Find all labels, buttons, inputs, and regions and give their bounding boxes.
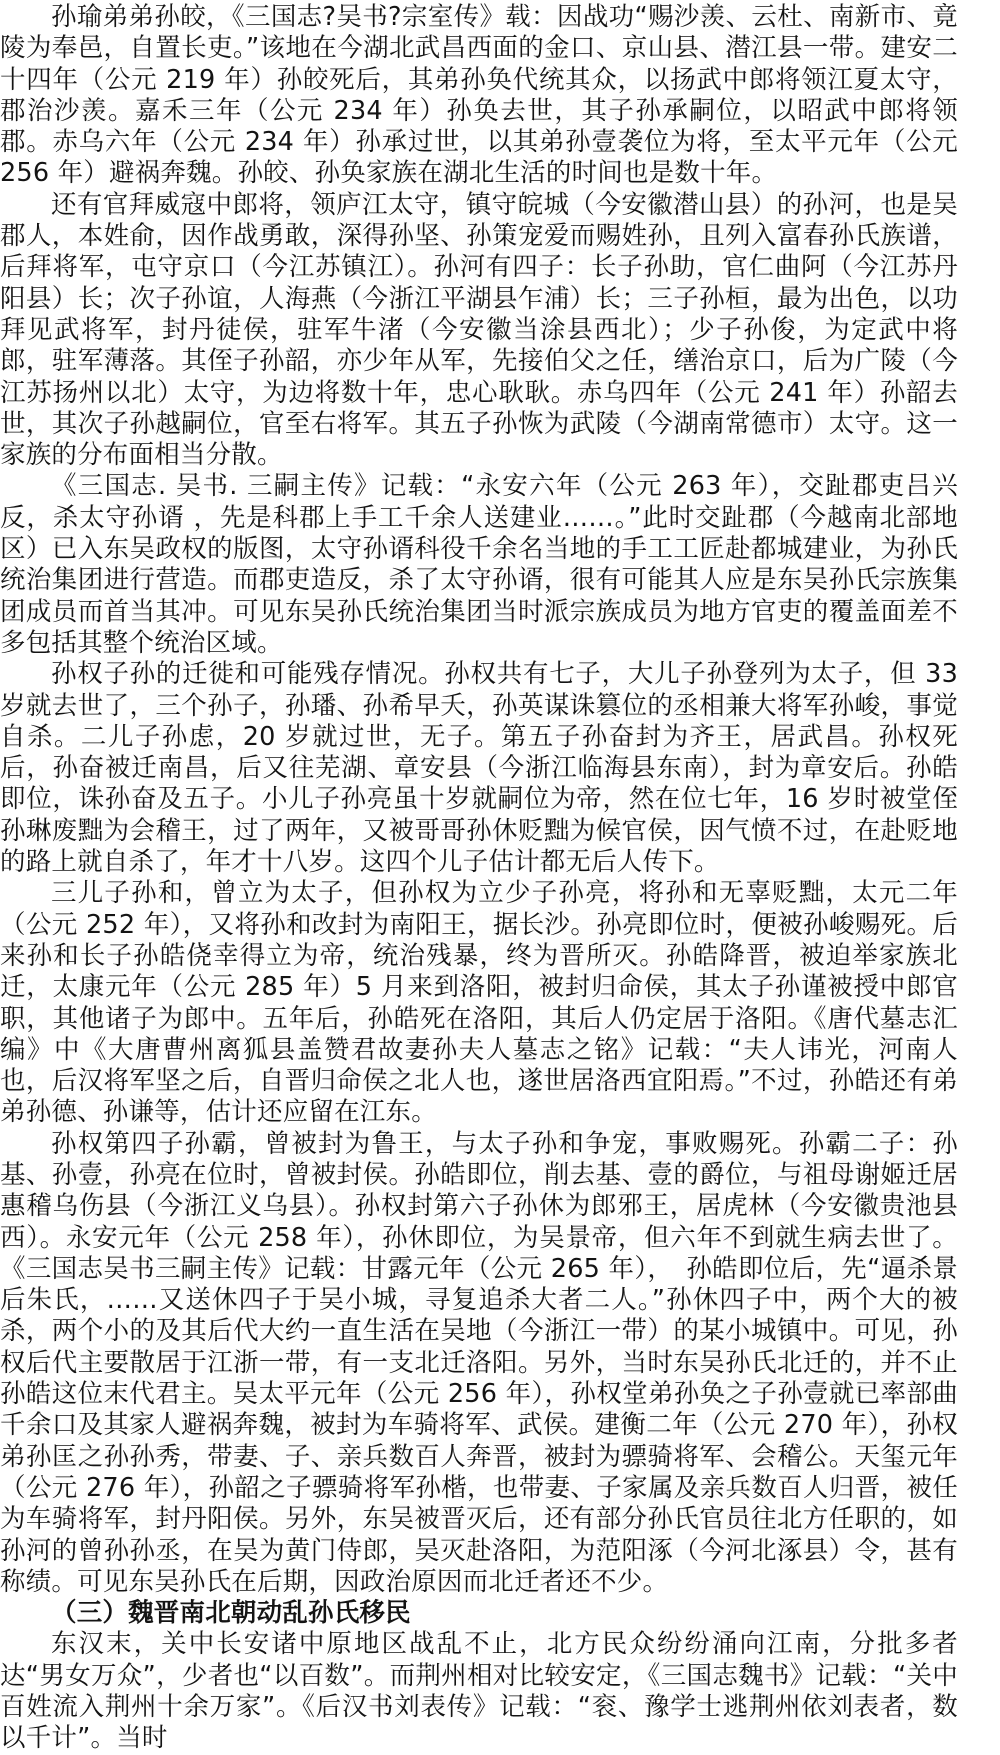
paragraph-jiaozhi: 《三国志. 吴书. 三嗣主传》记载：“永安六年（公元 263 年），交趾郡吏吕兴反，杀太守孙谞 ，先是科郡上手工千余人送建业……。”此时交趾郡（今越南北部地区）已入东吴政权的版图，太守孙谞科役千余名当地的手工工匠赴都城建业，为孙氏统治集团进行营造。而郡吏造反，杀了太守孙谞，很有可能其人应是东吴孙氏宗族集团成员而首当其冲。可见东吴孙氏统治集团当时派宗族成员为地方官吏的覆盖面差不多包括其整个统治区域。	[0, 471, 958, 658]
paragraph-sun-he: 还有官拜威寇中郎将，领庐江太守，镇守皖城（今安徽潜山县）的孙河，也是吴郡人，本姓俞，因作战勇敢，深得孙坚、孙策宠爱而赐姓孙，且列入富春孙氏族谱，后拜将军，屯守京口（今江苏镇江）。孙河有四子：长子孙助，官仁曲阿（今江苏丹阳县）长；次子孙谊，人海燕（今浙江平湖县乍浦）长；三子孙桓，最为出色，以功拜见武将军，封丹徒侯，驻军牛渚（今安徽当涂县西北）；少子孙俊，为定武中将郎，驻军薄落。其侄子孙韶，亦少年从军，先接伯父之任，缮治京口，后为广陵（今江苏扬州以北）太守，为边将数十年，忠心耿耿。赤乌四年（公元 241 年）孙韶去世，其次子孙越嗣位，官至右将军。其五子孙恢为武陵（今湖南常德市）太守。这一家族的分布面相当分散。	[0, 189, 958, 471]
paragraph-fourth-son: 孙权第四子孙霸，曾被封为鲁王，与太子孙和争宠，事败赐死。孙霸二子：孙基、孙壹，孙亮在位时，曾被封侯。孙皓即位，削去基、壹的爵位，与祖母谢姬迁居惠稽乌伤县（今浙江义乌县）。孙权封第六子孙休为郎邪王，居虎林（今安徽贵池县西）。永安元年（公元 258 年），孙休即位，为吴景帝，但六年不到就生病去世了。《三国志吴书三嗣主传》记载：甘露元年（公元 265 年）， 孙皓即位后，先“逼杀景后朱氏，……又送休四子于吴小城，寻复追杀大者二人。”孙休四子中，两个大的被杀，两个小的及其后代大约一直生活在吴地（今浙江一带）的某小城镇中。可见，孙权后代主要散居于江浙一带，有一支北迁洛阳。另外，当时东吴孙氏北迁的，并不止孙皓这位末代君主。吴太平元年（公元 256 年），孙权堂弟孙奂之子孙壹就已率部曲千余口及其家人避祸奔魏，被封为车骑将军、武侯。建衡二年（公元 270 年），孙权弟孙匡之孙孙秀，带妻、子、亲兵数百人奔晋，被封为骠骑将军、会稽公。天玺元年（公元 276 年），孙韶之子骠骑将军孙楷，也带妻、子家属及亲兵数百人归晋，被任为车骑将军，封丹阳侯。另外，东吴被晋灭后，还有部分孙氏官员往北方任职的，如孙河的曾孙孙丞，在吴为黄门侍郎，吴灭赴洛阳，为范阳涿（今河北涿县）令，甚有称绩。可见东吴孙氏在后期，因政治原因而北迁者还不少。	[0, 1128, 958, 1597]
paragraph-closing: 东汉末，关中长安诸中原地区战乱不止，北方民众纷纷涌向江南，分批多者达“男女万众”，少者也“以百数”。而荆州相对比较安定，《三国志魏书》记载：“关中百姓流入荆州十余万家”。《后汉书刘表传》记载：“衮、豫学士逃荆州依刘表者，数以千计”。当时	[0, 1629, 958, 1754]
paragraph-sun-jiao: 孙瑜弟弟孙皎，《三国志?吴书?宗室传》载：因战功“赐沙羡、云杜、南新市、竟陵为奉邑，自置长吏。”该地在今湖北武昌西面的金口、京山县、潜江县一带。建安二十四年（公元 219 年）孙皎死后，其弟孙奂代统其众，以扬武中郎将领江夏太守，郡治沙羡。嘉禾三年（公元 234 年）孙奂去世，其子孙承嗣位，以昭武中郎将领郡。赤乌六年（公元 234 年）孙承过世，以其弟孙壹袭位为将，至太平元年（公元 256 年）避祸奔魏。孙皎、孙奂家族在湖北生活的时间也是数十年。	[0, 2, 958, 189]
paragraph-third-son: 三儿子孙和，曾立为太子，但孙权为立少子孙亮，将孙和无辜贬黜，太元二年（公元 252 年），又将孙和改封为南阳王，据长沙。孙亮即位时，便被孙峻赐死。后来孙和长子孙皓侥幸得立为帝，统治残暴，终为晋所灭。孙皓降晋，被迫举家族北迁，太康元年（公元 285 年）5 月来到洛阳，被封归命侯，其太子孙谨被授中郎官职，其他诸子为郎中。五年后，孙皓死在洛阳，其后人仍定居于洛阳。《唐代墓志汇编》中《大唐曹州离狐县盖赞君故妻孙夫人墓志之铭》记载：“夫人讳光，河南人也，后汉将军坚之后，自晋归命侯之北人也，遂世居洛西宜阳焉。”不过，孙皓还有弟弟孙德、孙谦等，估计还应留在江东。	[0, 878, 958, 1128]
paragraph-sun-quan-sons: 孙权子孙的迁徙和可能残存情况。孙权共有七子，大儿子孙登列为太子，但 33 岁就去世了，三个孙子，孙璠、孙希早夭，孙英谋诛篡位的丞相兼大将军孙峻，事觉自杀。二儿子孙虑，20 岁就过世，无子。第五子孙奋封为齐王，居武昌。孙权死后，孙奋被迁南昌，后又往芜湖、章安县（今浙江临海县东南），封为章安后。孙皓即位，诛孙奋及五子。小儿子孙亮虽十岁就嗣位为帝，然在位七年，16 岁时被堂侄孙琳废黜为会稽王，过了两年，又被哥哥孙休贬黜为候官侯，因气愤不过，在赴贬地的路上就自杀了，年才十八岁。这四个儿子估计都无后人传下。	[0, 659, 958, 878]
section-heading: （三）魏晋南北朝动乱孙氏移民	[51, 1598, 411, 1629]
